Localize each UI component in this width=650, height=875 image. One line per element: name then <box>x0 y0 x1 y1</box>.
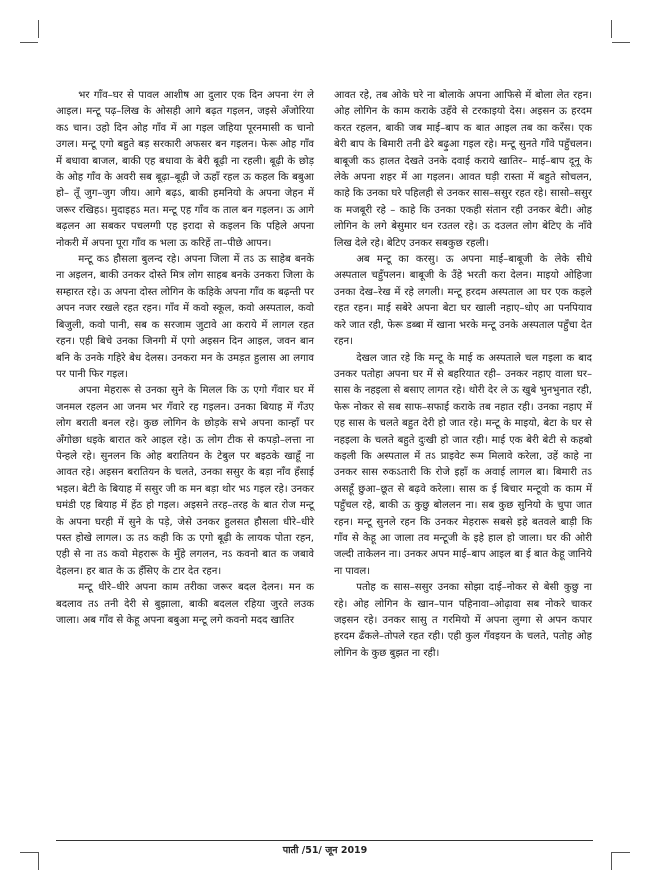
crop-mark-top-right-v <box>611 20 612 38</box>
paragraph: देखल जात रहे कि मन्टू के माई क अस्पताले चल गइला क बाद उनकर पतोहा अपना घर में से बहरियात रही– उनकर नहाए वाला घर– सास के नहइला से बसाए लागत रहे। थोरी देर ले ऊ खुबे भुनभुनात रही, फेरू नोकर से सब साफ–सफाई कराके तब नहात रही। उनका नहाए में एह सास के चलते बहुत देरी हो जात रहे। मन्टू के माइयो, बेटा के घर से नहइला के चलते बहुते दुःखी हो जात रही। माई एक बेरी बेटी से कहबो कइली कि अस्पताल में तऽ प्राइवेट रूम मिलावे करेला, उहें काहे ना उनकर सास रुकऽतारी कि रोजे इहाँ क अवाई लागल बा। बिमारी तऽ असहूँ छुआ–छूत से बढ़वे करेला। सास क ई बिचार मन्टूवो क काम में पहुँचल रहे, बाकी ऊ कुछु बोललन ना। सब कुछ सुनियो के चुपा जात रहन। मन्टू सुनले रहन कि उनकर मेहरारू सबसे इहे बतवले बाड़ी कि गाँव से केहू आ जाला तव मन्टूजी के इहे हाल हो जाला। घर की ओरी जल्दी ताकेलन ना। उनकर अपन माई–बाप आइल बा ई बात केहू जानिये ना पावल। <box>334 352 592 577</box>
paragraph: मन्टू धीरे–धीरे अपना काम तरीका जरूर बदल देलन। मन क बदलाव तऽ तनी देरी से बुझाला, बाकी बदलल रहिया जुरते लउक जाला। अब गाँव से केहू अपना बबुआ मन्टू लगे कवनो मदद खातिर <box>56 582 314 626</box>
paragraph: मन्टू कऽ हौसला बुलन्द रहे। अपना जिला में तऽ ऊ साहेब बनके ना अइलन, बाकी उनकर दोस्ते मित्र लोग साहब बनके उनकरा जिला के सम्हारत रहे। ऊ अपना दोस्त लोगिन के कहिके अपना गाँव क बढ़न्ती पर अपन नजर रखले रहत रहन। गाँव में कवो स्कूल, कवो अस्पताल, कवो बिजुली, कवो पानी, सब क सरजाम जुटावे आ कराये में लागल रहत रहन। एही बिचे उनका जिनगी में एगो अइसन दिन आइल, जवन बान बनि के उनके गहिरे बेध देलस। उनकरा मन के उमड़त हुलास आ लगाव पर पानी फिर गइल। <box>56 254 314 380</box>
left-column <box>56 88 314 629</box>
paragraph: अपना मेहरारू से उनका सुने के मिलल कि ऊ एगो गँवार घर में जनमल रहलन आ जनम भर गँवारे रह गइलन। उनका बियाह में गँउए लोग बराती बनल रहे। कुछ लोगिन के छोड़के सभे अपना कान्हाँ पर अँगोछा धइके बारात करे आइल रहे। ऊ लोग टीक से कपड़ो–लत्ता ना पेन्हले रहे। सुनलन कि ओह बरातियन के टेबुल पर बइठके खाहूँ ना आवत रहे। अइसन बरातियन के चलते, उनका ससुर के बड़ा नाँव हँसाई भइल। बेटी के बियाह में ससुर जी क मन बड़ा थोर भऽ गइल रहे। उनकर घमंडी एह बियाह में हेंठ हो गइल। अइसने तरह–तरह के बात रोज मन्टू के अपना घरही में सुने के पड़े, जेसे उनकर हुलसत हौसला धीरे–धीरे पस्त होखे लागल। ऊ तऽ कही कि ऊ एगो बूढ़ी के लायक पोता रहन, एही से ना तऽ कवो मेहरारू के मुँहे लगलन, नऽ कवनो बात क जबावे देहलन। हर बात के ऊ हँसिए के टार देत रहन। <box>56 385 314 577</box>
page-footer: पाती /51/ जून 2019 <box>282 845 368 856</box>
crop-mark-top-right-h <box>612 42 630 43</box>
paragraph: भर गाँव–घर से पावल आशीष आ दुलार एक दिन अपना रंग ले आइल। मन्टू पढ़–लिख के ओसही आगे बढ़त गइलन, जइसे अँजोरिया कऽ चान। उहो दिन ओह गाँव में आ गइल जहिया पूरनमासी क चानो उगल। मन्टू एगो बहुते बड़ सरकारी अफसर बन गइलन। फेरू ओह गाँव में बधावा बाजल, बाकी एह बधावा के बेरी बूढ़ी ना रहली। बूढ़ी के छोड़ के ओह गाँव के अवरी सब बूढ़ा–बूढ़ी जे ऊहाँ रहल ऊ कहल कि बबुआ हो– तूँ जुग–जुग जीय। आगे बढ़ऽ, बाकी हमनियो के अपना जेहन में जरूर रखिहऽ। मुदाइहऽ मत। मन्टू एह गाँव क ताल बन गइलन। ऊ आगे बढ़लन आ सबकर पचलग्गी एह इरादा से कइलन कि पहिले अपना नोकरी में अपना पूरा गाँव क भला ऊ करिहें ता–पीछे आपन। <box>56 90 314 249</box>
paragraph: पतोह क सास–ससुर उनका सोझा दाई–नोकर से बेसी कुछु ना रहे। ओह लोगिन के खान–पान पहिनावा–ओढ़ावा सब नोकरे चाकर जइसन रहे। उनकर सासु त गरमियो में अपना लुग्गा से अपन कपार हरदम ढँकले–तोपले रहत रही। एही कुल गँवइयन के चलते, पतोह ओह लोगिन के कुछ बुझत ना रही। <box>334 582 592 659</box>
paragraph: अब मन्टू का करसु। ऊ अपना माई–बाबूजी के लेके सीधे अस्पताल चहुँपलन। बाबूजी के उँहे भरती करा देलन। माइयो ओहिजा उनका देख–रेख में रहे लगली। मन्टू हरदम अस्पताल आ घर एक कइले रहत रहन। माई सबेरे अपना बेटा घर खाली नहाए–धोए आ पनपियाव करे जात रही, फेरू डब्बा में खाना भरके मन्टू उनके अस्पताल पहुँचा देत रहन। <box>334 254 592 348</box>
footer-rule <box>56 840 593 841</box>
paragraph: आवत रहे, तब ओके घरे ना बोलाके अपना आफिसे में बोला लेत रहन। ओह लोगिन के काम कराके उहँवे से टरकाइयो देस। अइसन ऊ हरदम करत रहलन, बाकी जब माई–बाप क बात आइल तब का करँस। एक बेरी बाप के बिमारी तनी ढेरे बढ़ुआ गइल रहे। मन्टू सुनते गाँवे पहुँचलन। बाबूजी कऽ हालत देखते उनके दवाई कराये खातिर– माई–बाप दूनू के लेके अपना शहर में आ गइलन। आवत घड़ी रास्ता में बहुते सोचलन, काहे कि उनका घरे पहिलही से उनकर सास–ससुर रहत रहे। सासो–ससुर क मजबूरी रहे – काहे कि उनका एकही संतान रही उनकर बेटी। ओह लोगिन के लगे बेसुमार धन रउतल रहे। ऊ दउलत लोग बेटिए के नाँवे लिख देले रहे। बेटिए उनकर सबकुछ रहली। <box>334 90 592 249</box>
crop-mark-top-left-h <box>20 42 38 43</box>
crop-mark-top-left-v <box>38 20 39 38</box>
right-column <box>334 88 592 662</box>
